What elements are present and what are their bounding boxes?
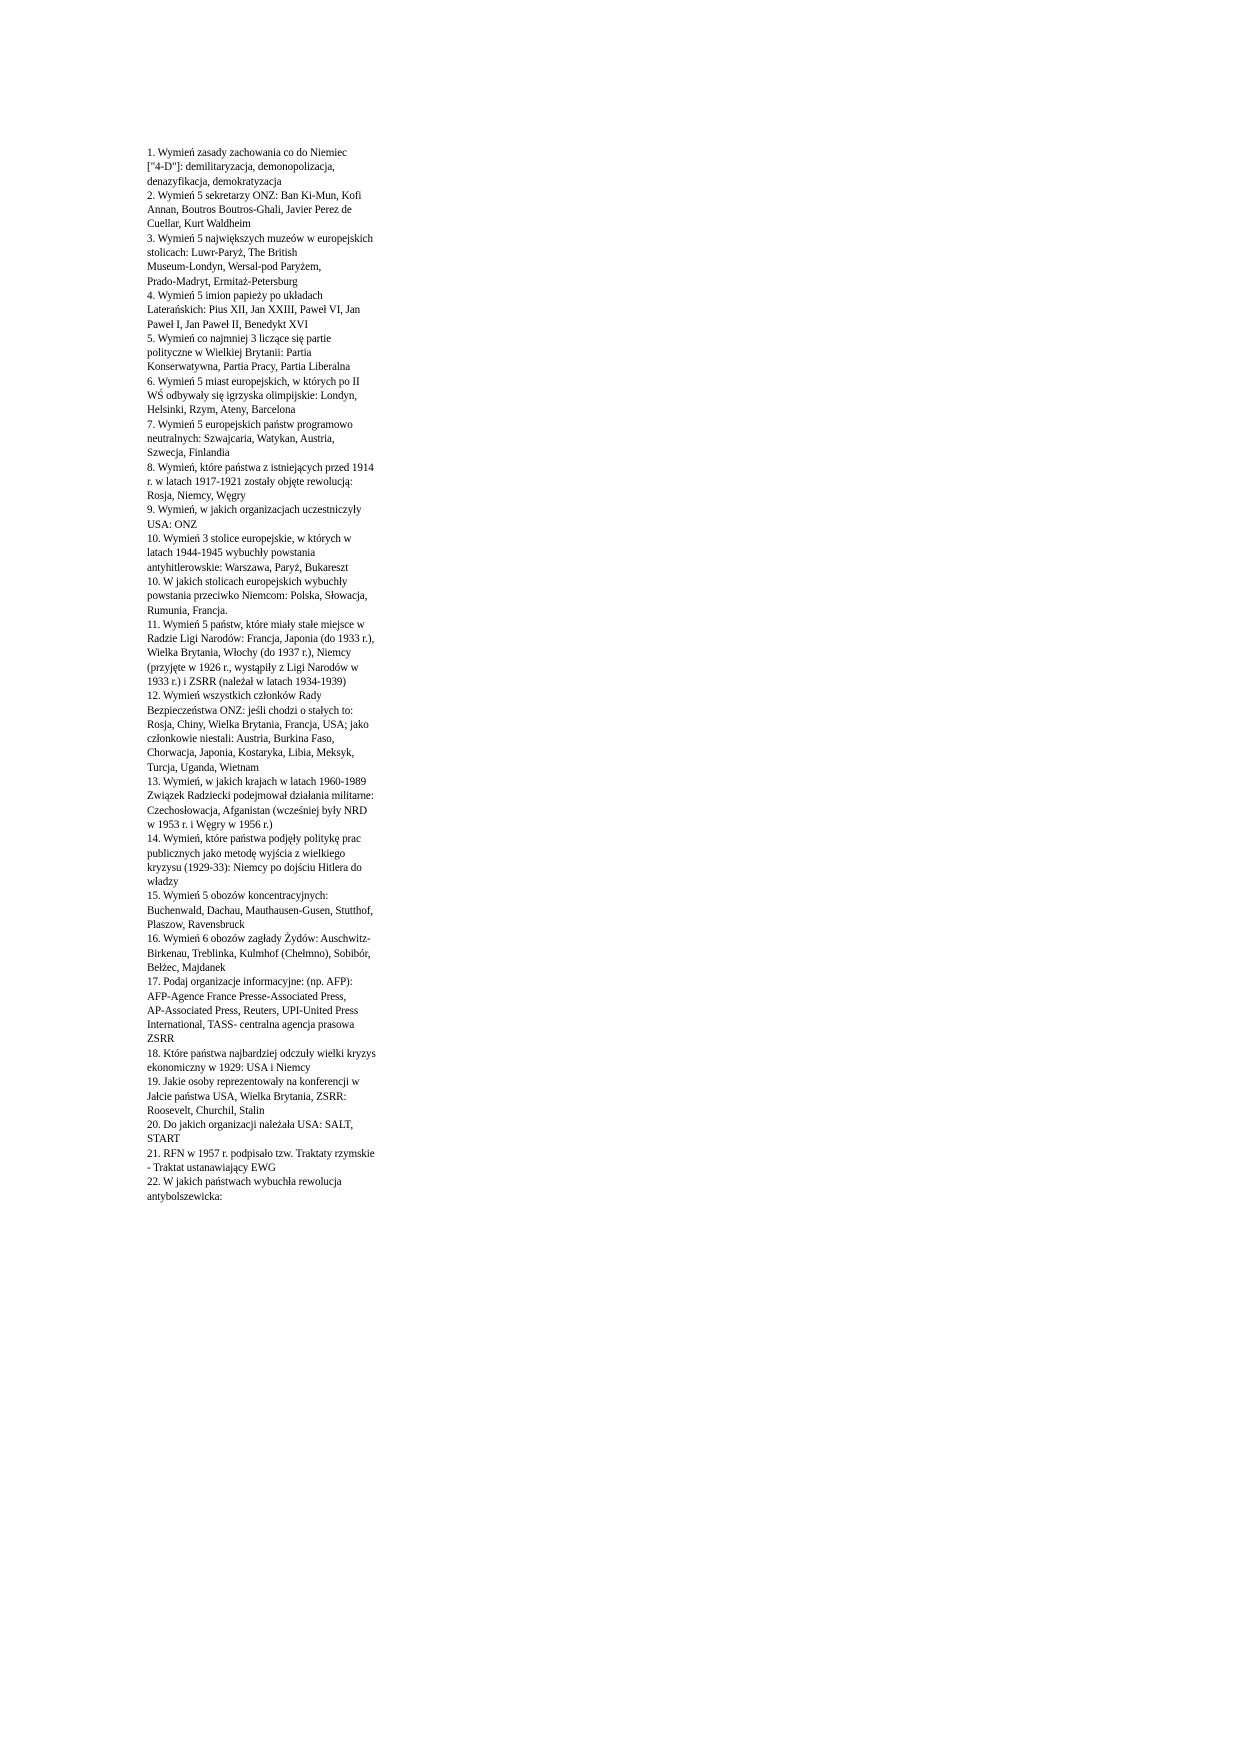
text-line: neutralnych: Szwajcaria, Watykan, Austria, xyxy=(147,432,335,445)
text-line: ekonomiczny w 1929: USA i Niemcy xyxy=(147,1062,311,1074)
text-line: AFP-Agence France Presse-Associated Press, xyxy=(147,990,347,1003)
text-line: International, TASS- centralna agencja prasowa xyxy=(147,1019,355,1032)
text-line: 5. Wymień co najmniej 3 liczące się partie xyxy=(147,332,332,345)
text-line: Radzie Ligi Narodów: Francja, Japonia (do 1933 r.), xyxy=(147,633,375,646)
text-line: 17. Podaj organizacje informacyjne: (np. AFP): xyxy=(147,976,353,989)
text-line: - Traktat ustanawiający EWG xyxy=(147,1162,276,1175)
text-line: Paweł I, Jan Paweł II, Benedykt XVI xyxy=(147,318,309,331)
text-line: 9. Wymień, w jakich organizacjach uczestniczyły xyxy=(147,504,362,517)
text-line: 1933 r.) i ZSRR (należał w latach 1934-1939) xyxy=(147,675,346,688)
text-line: Konserwatywna, Partia Pracy, Partia Liberalna xyxy=(147,361,351,374)
text-line: AP-Associated Press, Reuters, UPI-United Press xyxy=(147,1004,359,1017)
text-line: Birkenau, Treblinka, Kulmhof (Chełmno), Sobibór, xyxy=(147,947,371,960)
text-line: 11. Wymień 5 państw, które miały stałe miejsce w xyxy=(147,618,365,631)
text-line: Jałcie państwa USA, Wielka Brytania, ZSRR: xyxy=(147,1090,347,1103)
text-line: 10. Wymień 3 stolice europejskie, w których w xyxy=(147,533,352,546)
text-line: 21. RFN w 1957 r. podpisało tzw. Traktaty rzymskie xyxy=(147,1147,375,1160)
text-line: powstania przeciwko Niemcom: Polska, Słowacja, xyxy=(147,590,368,603)
text-line: 18. Które państwa najbardziej odczuły wielki kryzys xyxy=(147,1047,376,1060)
text-line: stolicach: Luwr-Paryż, The British xyxy=(147,247,298,260)
text-line: ZSRR xyxy=(147,1033,175,1046)
text-line: polityczne w Wielkiej Brytanii: Partia xyxy=(147,347,312,360)
text-line: publicznych jako metodę wyjścia z wielkiego xyxy=(147,847,346,860)
text-line: władzy xyxy=(147,876,179,889)
text-line: kryzysu (1929-33): Niemcy po dojściu Hitlera do xyxy=(147,861,362,874)
text-line: START xyxy=(147,1133,181,1146)
text-line: Annan, Boutros Boutros-Ghali, Javier Perez de xyxy=(147,204,352,217)
text-line: USA: ONZ xyxy=(147,518,198,531)
text-line: 19. Jakie osoby reprezentowały na konferencji w xyxy=(147,1076,360,1089)
text-line: 1. Wymień zasady zachowania co do Niemiec xyxy=(147,147,347,159)
text-line: 4. Wymień 5 imion papieży po układach xyxy=(147,289,323,302)
text-line: denazyfikacja, demokratyzacja xyxy=(147,175,282,188)
text-line: Rosja, Chiny, Wielka Brytania, Francja, USA; jako xyxy=(147,718,369,731)
text-line: Bezpieczeństwa ONZ: jeśli chodzi o stałych to: xyxy=(147,704,354,717)
text-line: Museum-Londyn, Wersal-pod Paryżem, xyxy=(147,261,322,274)
question-list xyxy=(147,146,419,1204)
text-line: Rumunia, Francja. xyxy=(147,604,228,617)
text-line: 3. Wymień 5 największych muzeów w europejskich xyxy=(147,232,373,245)
text-line: Chorwacja, Japonia, Kostaryka, Libia, Meksyk, xyxy=(147,747,355,760)
text-line: Turcja, Uganda, Wietnam xyxy=(147,761,259,774)
text-line: Związek Radziecki podejmował działania militarne: xyxy=(147,790,374,803)
text-line: Bełżec, Majdanek xyxy=(147,961,226,974)
text-line: Plaszow, Ravensbruck xyxy=(147,919,245,932)
text-line: ["4-D"]: demilitaryzacja, demonopolizacja, xyxy=(147,161,335,174)
text-line: 13. Wymień, w jakich krajach w latach 1960-1989 xyxy=(147,776,367,789)
text-line: Roosevelt, Churchil, Stalin xyxy=(147,1104,265,1117)
text-line: Buchenwald, Dachau, Mauthausen-Gusen, Stutthof, xyxy=(147,904,374,917)
text-line: antybolszewicka: xyxy=(147,1190,223,1203)
text-line: Czechosłowacja, Afganistan (wcześniej były NRD xyxy=(147,804,367,817)
text-line: Helsinki, Rzym, Ateny, Barcelona xyxy=(147,404,296,417)
text-line: 7. Wymień 5 europejskich państw programowo xyxy=(147,418,353,431)
text-line: Prado-Madryt, Ermitaż-Petersburg xyxy=(147,275,298,288)
text-line: (przyjęte w 1926 r., wystąpiły z Ligi Narodów w xyxy=(147,661,359,674)
text-line: członkowie niestali: Austria, Burkina Faso, xyxy=(147,733,335,746)
text-line: 10. W jakich stolicach europejskich wybuchły xyxy=(147,575,348,588)
text-line: 22. W jakich państwach wybuchła rewolucja xyxy=(147,1176,342,1189)
text-line: 2. Wymień 5 sekretarzy ONZ: Ban Ki-Mun, Kofi xyxy=(147,189,362,202)
text-line: Rosja, Niemcy, Węgry xyxy=(147,490,246,503)
text-line: 15. Wymień 5 obozów koncentracyjnych: xyxy=(147,890,329,903)
text-line: Cuellar, Kurt Waldheim xyxy=(147,218,251,231)
text-line: Laterańskich: Pius XII, Jan XXIII, Paweł VI, Jan xyxy=(147,304,361,317)
text-line: Wielka Brytania, Włochy (do 1937 r.), Niemcy xyxy=(147,647,352,660)
text-line: 16. Wymień 6 obozów zagłady Żydów: Auschwitz- xyxy=(147,933,371,946)
text-line: 6. Wymień 5 miast europejskich, w których po II xyxy=(147,375,360,388)
text-line: w 1953 r. i Węgry w 1956 r.) xyxy=(147,818,273,831)
text-line: antyhitlerowskie: Warszawa, Paryż, Bukareszt xyxy=(147,561,349,574)
text-line: Szwecja, Finlandia xyxy=(147,447,230,460)
text-line: 14. Wymień, które państwa podjęły politykę prac xyxy=(147,833,361,846)
text-line: 20. Do jakich organizacji należała USA: SALT, xyxy=(147,1119,354,1132)
text-line: WŚ odbywały się igrzyska olimpijskie: Londyn, xyxy=(147,390,357,403)
text-line: r. w latach 1917-1921 zostały objęte rewolucją: xyxy=(147,475,353,488)
text-line: latach 1944-1945 wybuchły powstania xyxy=(147,547,316,560)
text-line: 12. Wymień wszystkich członków Rady xyxy=(147,690,322,703)
text-line: 8. Wymień, które państwa z istniejących przed 1914 xyxy=(147,461,374,474)
